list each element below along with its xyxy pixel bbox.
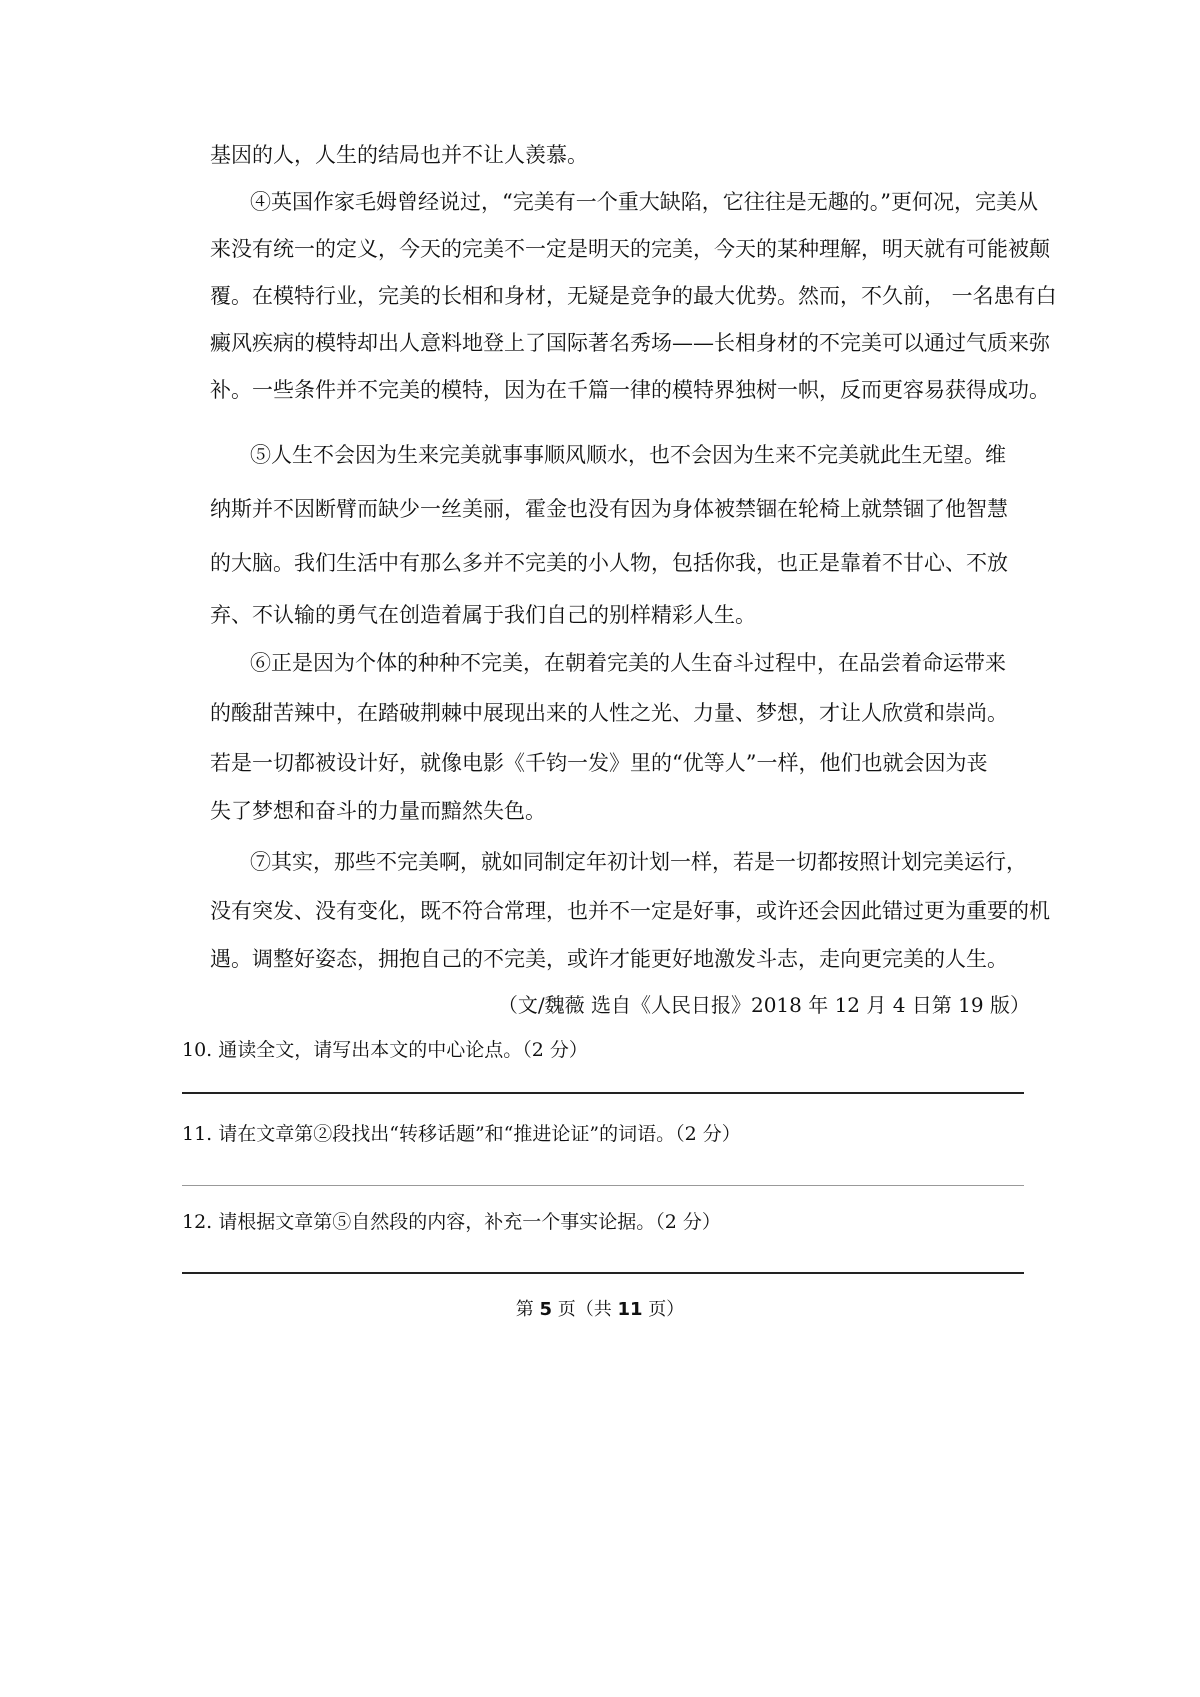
question-12: 12. 请根据文章第⑤自然段的内容，补充一个事实论据。（2 分） bbox=[182, 1211, 721, 1233]
footer-middle: 页（共 bbox=[552, 1299, 618, 1320]
page-number: 5 bbox=[539, 1299, 552, 1320]
answer-line-11[interactable] bbox=[182, 1185, 1024, 1186]
paragraph-6-line: 的酸甜苦辣中，在踏破荆棘中展现出来的人性之光、力量、梦想，才让人欣赏和崇尚。 bbox=[210, 701, 1008, 725]
total-pages: 11 bbox=[617, 1299, 643, 1320]
paragraph-5-line: ⑤人生不会因为生来完美就事事顺风顺水，也不会因为生来不完美就此生无望。维 bbox=[250, 443, 1006, 467]
paragraph-5-line: 弃、不认输的勇气在创造着属于我们自己的别样精彩人生。 bbox=[210, 603, 756, 627]
paragraph-4-line: ④英国作家毛姆曾经说过，“完美有一个重大缺陷，它往往是无趣的。”更何况，完美从 bbox=[250, 190, 1038, 214]
footer-suffix: 页） bbox=[642, 1299, 685, 1320]
answer-line-10[interactable] bbox=[182, 1092, 1024, 1094]
paragraph-6-line: 若是一切都被设计好，就像电影《千钧一发》里的“优等人”一样，他们也就会因为丧 bbox=[210, 751, 988, 775]
paragraph-5-line: 纳斯并不因断臂而缺少一丝美丽，霍金也没有因为身体被禁锢在轮椅上就禁锢了他智慧 bbox=[210, 497, 1008, 521]
paragraph-6-line: ⑥正是因为个体的种种不完美，在朝着完美的人生奋斗过程中，在品尝着命运带来 bbox=[250, 651, 1006, 675]
question-11: 11. 请在文章第②段找出“转移话题”和“推进论证”的词语。（2 分） bbox=[182, 1123, 741, 1145]
paragraph-4-line: 覆。在模特行业，完美的长相和身材，无疑是竞争的最大优势。然而，不久前， 一名患有白 bbox=[210, 284, 1057, 308]
paragraph-4-line: 补。一些条件并不完美的模特，因为在千篇一律的模特界独树一帜，反而更容易获得成功。 bbox=[210, 378, 1050, 402]
page-footer bbox=[0, 1297, 1200, 1323]
paragraph-4-line: 癜风疾病的模特却出人意料地登上了国际著名秀场——长相身材的不完美可以通过气质来弥 bbox=[210, 331, 1050, 355]
answer-line-12[interactable] bbox=[182, 1272, 1024, 1274]
paragraph-7-line: ⑦其实，那些不完美啊，就如同制定年初计划一样，若是一切都按照计划完美运行， bbox=[250, 850, 1027, 874]
paragraph-4-line: 来没有统一的定义，今天的完美不一定是明天的完美，今天的某种理解，明天就有可能被颠 bbox=[210, 237, 1050, 261]
footer-prefix: 第 bbox=[515, 1299, 540, 1320]
paragraph-7-line: 遇。调整好姿态，拥抱自己的不完美，或许才能更好地激发斗志，走向更完美的人生。 bbox=[210, 947, 1008, 971]
paragraph-5-line: 的大脑。我们生活中有那么多并不完美的小人物，包括你我，也正是靠着不甘心、不放 bbox=[210, 551, 1008, 575]
paragraph-7-line: 没有突发、没有变化，既不符合常理，也并不一定是好事，或许还会因此错过更为重要的机 bbox=[210, 899, 1050, 923]
article-source: （文/魏薇 选自《人民日报》2018 年 12 月 4 日第 19 版） bbox=[497, 993, 1030, 1017]
article-line: 基因的人，人生的结局也并不让人羡慕。 bbox=[210, 143, 588, 167]
question-10: 10. 通读全文，请写出本文的中心论点。（2 分） bbox=[182, 1039, 588, 1061]
paragraph-6-line: 失了梦想和奋斗的力量而黯然失色。 bbox=[210, 799, 546, 823]
